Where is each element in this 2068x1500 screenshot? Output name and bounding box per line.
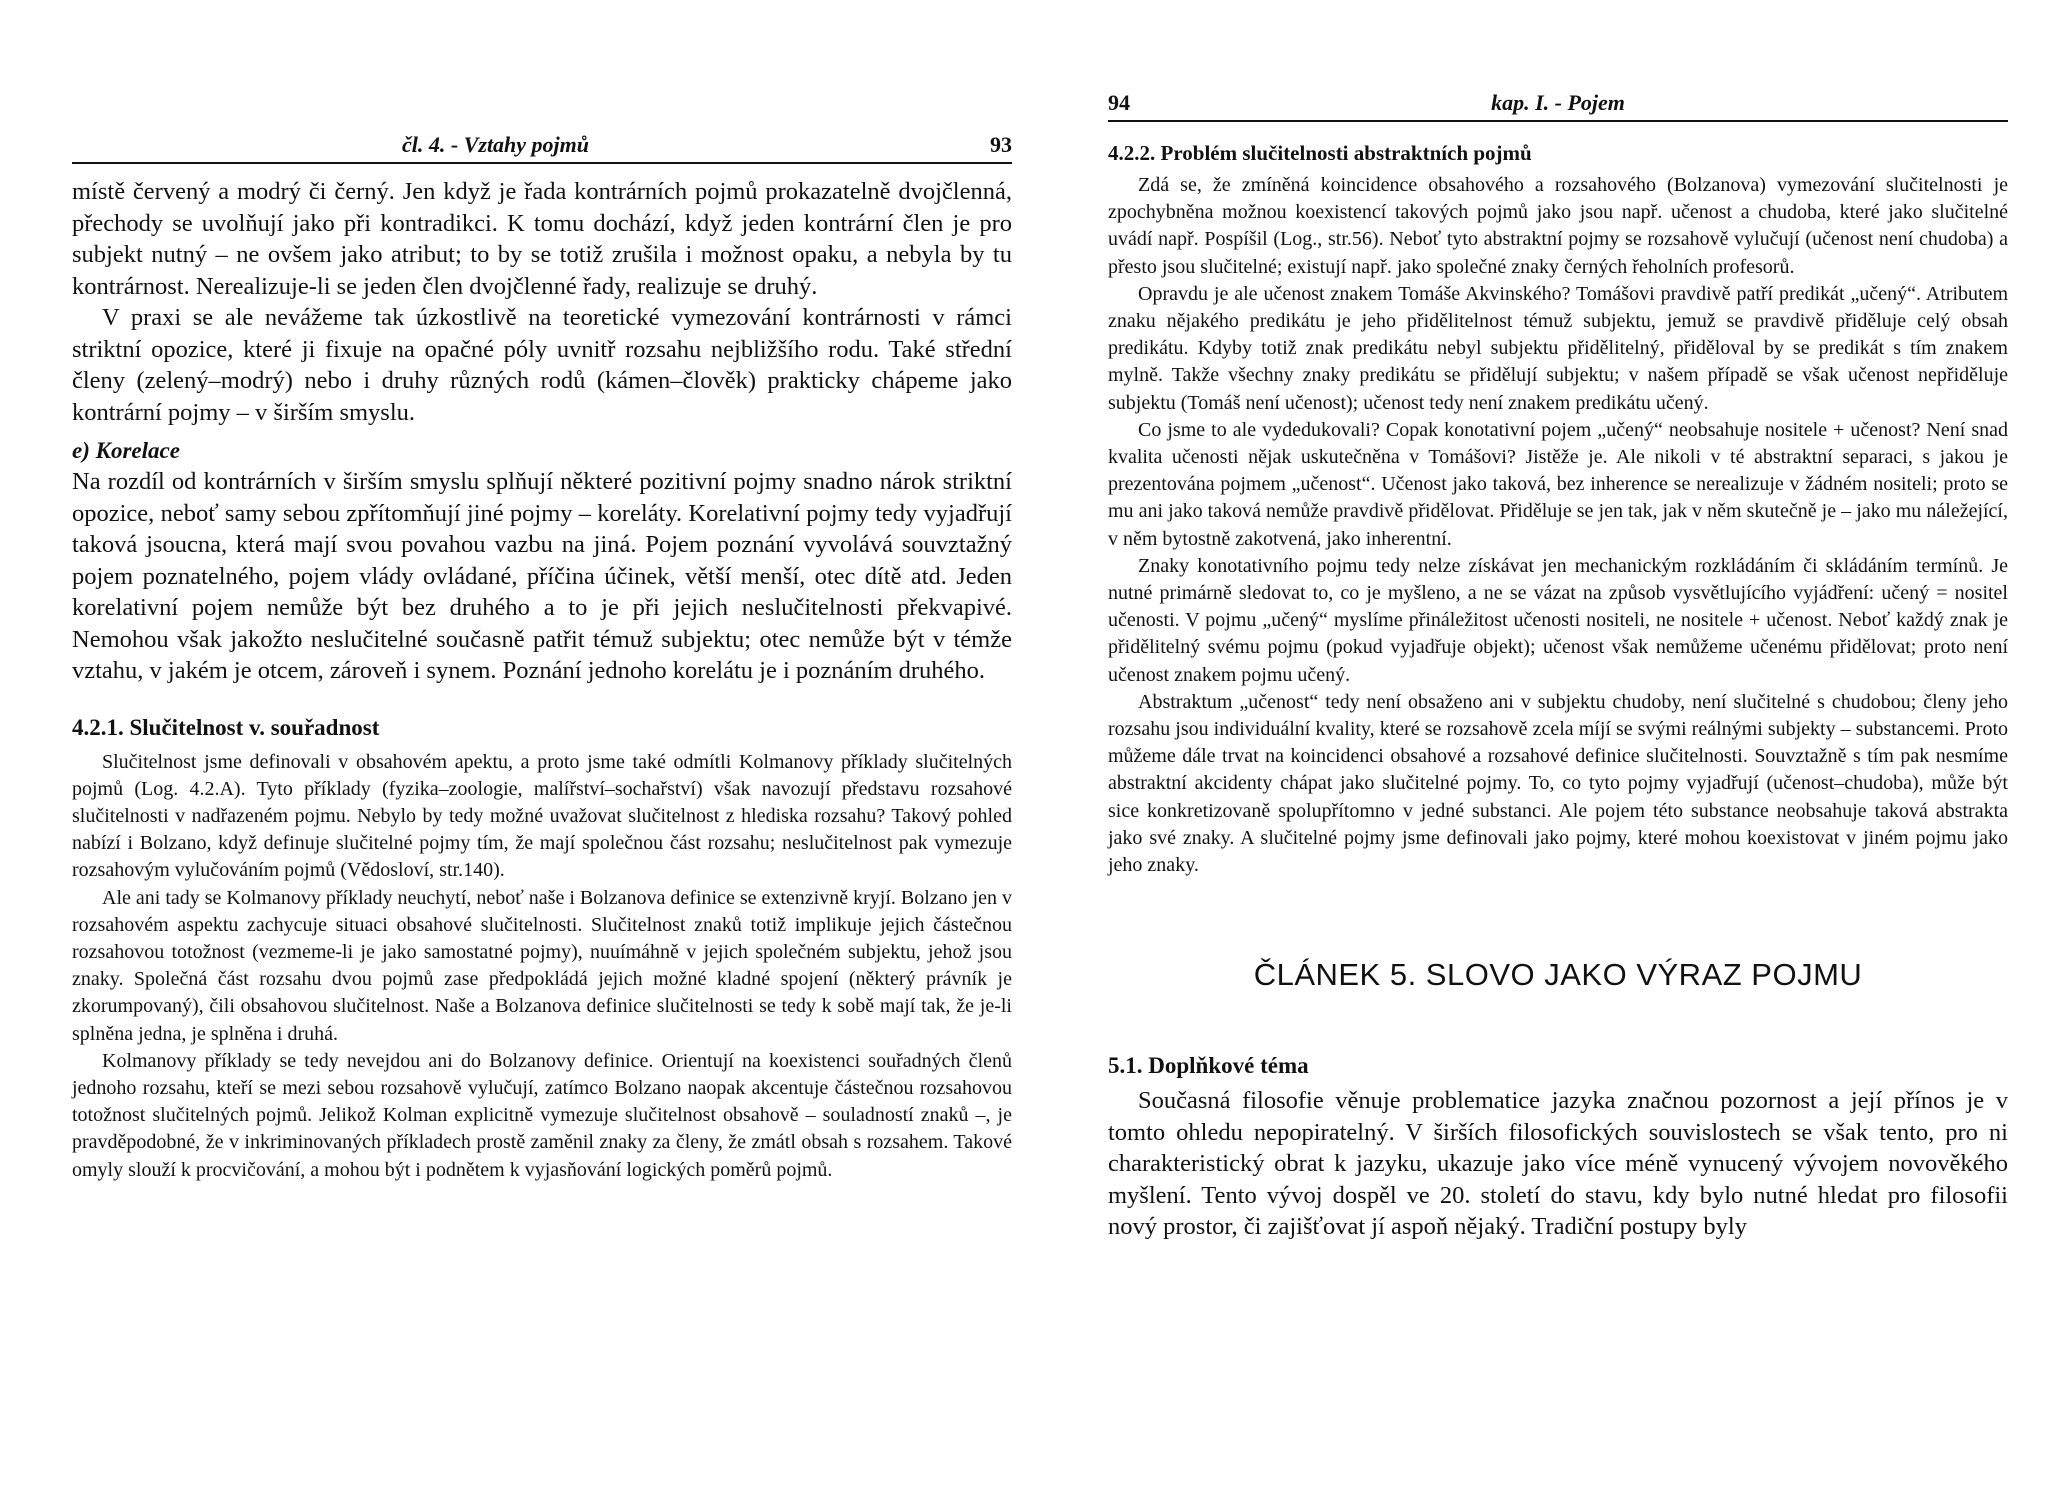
paragraph: Ale ani tady se Kolmanovy příklady neuchytí, neboť naše i Bolzanova definice se extenzivně kryjí. Bolzano jen v rozsahovém aspektu zachycuje situaci obsahové slučitelnosti. Slučitelnost znaků totiž implikuje jejich částečnou rozsahovou totožnost (vezmeme-li je jako samostatné pojmy), nuuímáhně v jejich společném subjektu, jehož jsou znaky. Společná část rozsahu dvou pojmů zase předpokládá jejich možné kladné spojení (některý právník je zkorumpovaný), čili obsahovou slučitelnost. Naše a Bolzanova definice slučitelnosti se tedy k sobě mají tak, že je-li splněna jedna, je splněna i druhá. <box>72 886 1012 1045</box>
paragraph: Kolmanovy příklady se tedy nevejdou ani do Bolzanovy definice. Orientují na koexistenci souřadných členů jednoho rozsahu, kteří se mezi sebou rozsahově vylučují, zatímco Bolzano naopak akcentuje částečnou rozsahovou totožnost slučitelných pojmů. Jelikož Kolman explicitně vymezuje slučitelnost obsahově – souladností znaků –, je pravděpodobné, že v inkriminovaných příkladech prostě zaměnil znaky za členy, že zmátl obsah s rozsahem. Takové omyly slouží k procvičování, a mohou být i podnětem k vyjasňování logických poměrů pojmů. <box>72 1049 1012 1181</box>
paragraph: Na rozdíl od kontrárních v širším smyslu splňují některé pozitivní pojmy snadno nárok striktní opozice, neboť samy sebou zpřítomňují jiné pojmy – koreláty. Korelativní pojmy tedy vyjadřují taková jsoucna, která mají svou povahou vazbu na jiná. Pojem poznání vyvolává souvztažný pojem poznatelného, pojem vlády ovládané, příčina účinek, větší menší, otec dítě atd. Jeden korelativní pojem nemůže být bez druhého a to je při jejich neslučitelnosti překvapivé. Nemohou však jakožto neslučitelné současně patřit témuž subjektu; otec nemůže být v témže vztahu, v jakém je otcem, zároveň i synem. Poznání jednoho korelátu je i poznáním druhého. <box>72 468 1012 684</box>
right-running-title: kap. I. - Pojem <box>1491 90 1625 115</box>
subsection-heading-korelace: e) Korelace <box>72 438 180 463</box>
right-page-number: 94 <box>1108 90 1130 115</box>
paragraph: Opravdu je ale učenost znakem Tomáše Akvinského? Tomášovi pravdivě patří predikát „učený“. Atributem znaku nějakého predikátu je jeho přidělitelnost témuž subjektu, jemuž se pravdivě přiděluje celý obsah predikátu. Kdyby totiž znak predikátu nebyl subjektu přidělitelný, přiděloval by se predikát s tím znakem mylně. Takže všechny znaky predikátu se přidělují subjektu; v našem případě se však učenost nepřiděluje subjektu (Tomáš není učenost); učenost tedy není znakem predikátu učený. <box>1108 282 2008 414</box>
section-heading-4-2-1: 4.2.1. Slučitelnost v. souřadnost <box>72 714 380 740</box>
paragraph: Co jsme to ale vydedukovali? Copak konotativní pojem „učený“ neobsahuje nositele + učenost? Není snad kvalita učenosti nějak uskutečněna v Tomášovi? Jistěže je. Ale nikoli v té abstraktní separaci, s jakou je prezentována pojmem „učenost“. Učenost jako taková, bez inherence se nerealizuje v žádném nositeli; proto se mu ani jako taková nemůže pravdivě přidělovat. Přiděluje se jen tak, jak v něm skutečně je – jako mu náležející, v něm bytostně zakotvená, jako inherentní. <box>1108 418 2008 550</box>
right-page-body <box>1108 138 2008 1243</box>
paragraph: Abstraktum „učenost“ tedy není obsaženo ani v subjektu chudoby, není slučitelné s chudobou; členy jeho rozsahu jsou individuální kvality, které se rozsahově zcela míjí se svými reálnými subjekty – substancemi. Proto můžeme dále trvat na koincidenci obsahové a rozsahové definice slučitelnosti. Souvztažně s tím pak nesmíme abstraktní akcidenty chápat jako slučitelné pojmy. To, co tyto pojmy vyjadřují (učenost–chudoba), může být sice konkretizovaně spolupřítomno v jedné substanci. Ale pojem této substance neobsahuje taková abstrakta jako své znaky. A slučitelné pojmy jsme definovali jako pojmy, které mohou koexistovat v jiném pojmu jako jeho znaky. <box>1108 690 2008 877</box>
chapter-title: ČLÁNEK 5. SLOVO JAKO VÝRAZ POJMU <box>1253 957 1863 993</box>
paragraph: místě červený a modrý či černý. Jen když je řada kontrárních pojmů prokazatelně dvojčlenná, přechody se uvolňují jako při kontradikci. K tomu dochází, když jeden kontrární člen je pro subjekt nutný – ne ovšem jako atribut; to by se totiž zrušila i možnost opaku, a nebyla by tu kontrárnost. Nerealizuje-li se jeden člen dvojčlenné řady, realizuje se druhý. <box>72 178 1012 300</box>
paragraph: Znaky konotativního pojmu tedy nelze získávat jen mechanickým rozkládáním či skládáním termínů. Je nutné primárně sledovat to, co je myšleno, a ne se vázat na způsob vysvětlujícího vyjádření: učený = nositel učenosti. V pojmu „učený“ myslíme přináležitost učenosti nositeli, ne nositele + učenost. Neboť každý znak je přidělitelný svému pojmu (pokud vyjadřuje objekt); učenost však nemůžeme učenému přidělovat; proto není učenost znakem pojmu učený. <box>1108 554 2008 686</box>
left-page-body <box>72 176 1012 1184</box>
section-heading-5-1: 5.1. Doplňkové téma <box>1108 1053 1309 1079</box>
paragraph: V praxi se ale nevážeme tak úzkostlivě na teoretické vymezování kontrárnosti v rámci striktní opozice, které ji fixuje na opačné póly uvnitř rozsahu nejbližšího rodu. Také střední členy (zelený–modrý) nebo i druhy různých rodů (kámen–člověk) prakticky chápeme jako kontrární pojmy – v širším smyslu. <box>72 304 1012 426</box>
paragraph: Současná filosofie věnuje problematice jazyka značnou pozornost a její přínos je v tomto ohledu nepopiratelný. V širších filosofických souvislostech se však tento, pro ni charakteristický obrat k jazyku, ukazuje jako více méně vynucený vývojem novověkého myšlení. Tento vývoj dospěl ve 20. století do stavu, kdy bylo nutné hledat pro filosofii nový prostor, či zajišťovat jí aspoň nějaký. Tradiční postupy byly <box>1108 1087 2008 1241</box>
section-heading-4-2-2: 4.2.2. Problém slučitelnosti abstraktních pojmů <box>1108 141 1532 165</box>
left-page-number: 93 <box>990 132 1012 157</box>
right-running-head <box>1108 90 2008 122</box>
paragraph: Zdá se, že zmíněná koincidence obsahového a rozsahového (Bolzanova) vymezování slučitelnosti je zpochybněna možnou koexistencí takových pojmů jako jsou např. učenost a chudoba, které jako slučitelné uvádí např. Pospíšil (Log., str.56). Neboť tyto abstraktní pojmy se rozsahově vylučují (učenost není chudoba) a přesto jsou slučitelné; existují např. jako společné znaky černých řeholních profesorů. <box>1108 174 2008 278</box>
left-running-title: čl. 4. - Vztahy pojmů <box>402 132 590 157</box>
left-running-head <box>72 132 1012 164</box>
paragraph: Slučitelnost jsme definovali v obsahovém apektu, a proto jsme také odmítli Kolmanovy příklady slučitelných pojmů (Log. 4.2.A). Tyto příklady (fyzika–zoologie, malířství–sochařství) však navozují představu rozsahové slučitelnosti v nadřazeném pojmu. Nebylo by tedy možné uvažovat slučitelnost z hlediska rozsahu? Takový pohled nabízí i Bolzano, když definuje slučitelné pojmy tím, že mají společnou část rozsahu; neslučitelnost pak vymezuje rozsahovým vylučováním pojmů (Vědosloví, str.140). <box>72 750 1012 882</box>
